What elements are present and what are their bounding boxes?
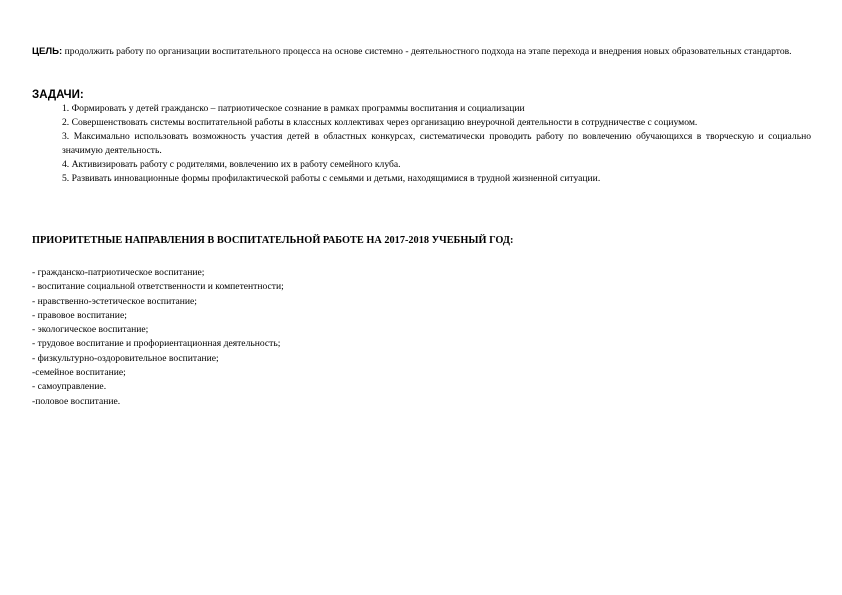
priority-item: - гражданско-патриотическое воспитание; (32, 267, 205, 278)
priority-item: - правовое воспитание; (32, 309, 127, 321)
goal-label: ЦЕЛЬ: (32, 46, 63, 57)
priorities-heading: ПРИОРИТЕТНЫЕ НАПРАВЛЕНИЯ В ВОСПИТАТЕЛЬНОЙ РАБОТЕ НА 2017-2018 УЧЕБНЫЙ ГОД: (32, 235, 514, 246)
priority-item: - трудовое воспитание и профориентационная деятельность; (32, 338, 281, 350)
priority-item: - самоуправление. (32, 381, 107, 393)
task-item: 4. Активизировать работу с родителями, вовлечению их в работу семейного клуба. (62, 159, 401, 170)
tasks-list (62, 102, 811, 186)
priority-item: -семейное воспитание; (32, 367, 126, 379)
priority-item: -половое воспитание. (32, 395, 121, 407)
priority-item: - экологическое воспитание; (32, 324, 149, 336)
task-item: 1. Формировать у детей гражданско – патриотическое сознание в рамках программы воспитания и социализации (62, 103, 525, 114)
task-item: 3. Максимально использовать возможность участия детей в областных конкурсах, систематически проводить работу по вовлечению обучающихся в творческую и социально значимую деятельность. (62, 131, 811, 156)
task-item: 2. Совершенствовать системы воспитательной работы в классных коллективах через организацию внеурочной деятельности в сотрудничестве с социумом. (62, 117, 698, 128)
goal-text: продолжить работу по организации воспитательного процесса на основе системно - деятельностного подхода на этапе перехода и внедрения новых образовательных стандартов. (62, 46, 792, 57)
goal-paragraph (32, 45, 811, 59)
task-item: 5. Развивать инновационные формы профилактической работы с семьями и детьми, находящимися в трудной жизненной ситуации. (62, 173, 601, 184)
priority-item: - нравственно-эстетическое воспитание; (32, 295, 197, 307)
priority-item: - физкультурно-оздоровительное воспитание; (32, 352, 219, 364)
priority-item: - воспитание социальной ответственности и компетентности; (32, 281, 284, 293)
tasks-heading: ЗАДАЧИ: (32, 89, 84, 101)
priorities-list (32, 266, 284, 409)
